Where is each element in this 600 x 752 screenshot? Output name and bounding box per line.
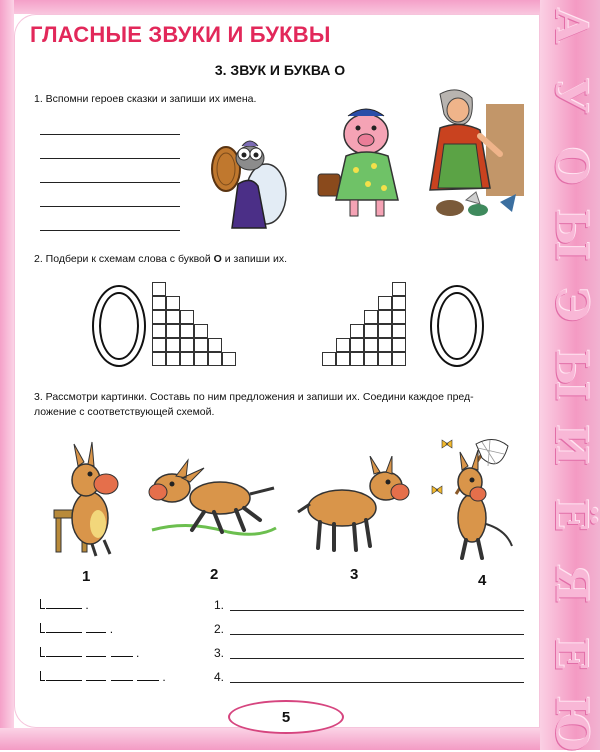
section-title: 3. ЗВУК И БУКВА О	[214, 62, 346, 78]
sidebar-letter: У	[545, 77, 596, 114]
sidebar-letter: А	[545, 8, 596, 44]
sentence-scheme-4[interactable]	[40, 670, 166, 684]
letter-cell[interactable]	[166, 296, 180, 310]
task-2-letter: О	[213, 253, 222, 265]
page-number	[228, 700, 344, 734]
answer-line-3[interactable]	[214, 646, 224, 660]
letter-cell[interactable]	[378, 310, 392, 324]
letter-cell[interactable]	[364, 324, 378, 338]
frame-top	[0, 0, 600, 14]
name-write-line[interactable]	[40, 206, 180, 207]
letter-cell[interactable]	[378, 352, 392, 366]
letter-cell[interactable]	[194, 338, 208, 352]
picture-number-4: 4	[478, 572, 487, 589]
letter-cell[interactable]	[180, 338, 194, 352]
letter-cell[interactable]	[392, 352, 406, 366]
task-3-line-2: ложение с соответствующей схемой.	[34, 406, 215, 418]
letter-cell[interactable]	[152, 324, 166, 338]
sentence-scheme-3[interactable]	[40, 646, 139, 660]
grandmother-illustration	[420, 84, 526, 224]
letter-cell[interactable]	[152, 296, 166, 310]
answer-line-2[interactable]	[214, 622, 224, 636]
letter-cell[interactable]	[180, 324, 194, 338]
letter-cell[interactable]	[222, 352, 236, 366]
scheme-period: .	[162, 670, 166, 684]
scheme-period: .	[85, 598, 89, 612]
vowel-oval-left	[92, 285, 146, 367]
letter-cell[interactable]	[392, 310, 406, 324]
task-3-line-1: 3. Рассмотри картинки. Составь по ним предложения и запиши их. Соедини каждое пред-	[34, 391, 474, 403]
answer-number: 4.	[214, 670, 225, 684]
answer-number: 3.	[214, 646, 225, 660]
donkey-with-net-illustration	[426, 434, 522, 562]
letter-cell[interactable]	[194, 324, 208, 338]
letter-cell[interactable]	[180, 310, 194, 324]
pig-illustration	[314, 100, 412, 222]
sidebar-letter: Ы	[545, 348, 596, 402]
letter-cell[interactable]	[152, 352, 166, 366]
sidebar-letter: Ё	[544, 497, 596, 532]
letter-cell[interactable]	[336, 338, 350, 352]
letter-cell[interactable]	[180, 352, 194, 366]
letter-cell[interactable]	[166, 338, 180, 352]
name-write-line[interactable]	[40, 158, 180, 159]
sentence-scheme-1[interactable]	[40, 598, 89, 612]
donkey-sitting-illustration	[48, 440, 128, 560]
answer-number: 2.	[214, 622, 225, 636]
answer-number: 1.	[214, 598, 225, 612]
picture-number-2: 2	[210, 566, 219, 583]
letter-cell[interactable]	[152, 310, 166, 324]
frame-left	[0, 0, 14, 750]
letter-cell[interactable]	[392, 324, 406, 338]
donkey-standing-illustration	[296, 456, 412, 554]
letter-cell[interactable]	[194, 352, 208, 366]
fly-illustration	[196, 124, 300, 232]
task-2-instruction	[34, 252, 287, 267]
name-write-line[interactable]	[40, 182, 180, 183]
letter-cell[interactable]	[152, 282, 166, 296]
task-3-instruction	[34, 390, 534, 420]
donkey-running-illustration	[148, 458, 280, 548]
sidebar-letter: Ы	[545, 208, 596, 262]
name-write-line[interactable]	[40, 230, 180, 231]
vowel-oval-right	[430, 285, 484, 367]
sidebar-letter: Э	[545, 287, 596, 323]
letter-cell[interactable]	[350, 324, 364, 338]
letter-cell[interactable]	[392, 282, 406, 296]
letter-cell[interactable]	[364, 352, 378, 366]
letter-cell[interactable]	[322, 352, 336, 366]
letter-cell[interactable]	[350, 352, 364, 366]
letter-cell[interactable]	[152, 338, 166, 352]
letter-cell[interactable]	[392, 296, 406, 310]
letter-cell[interactable]	[364, 310, 378, 324]
sidebar-letter: Я	[545, 564, 596, 604]
letter-cell[interactable]	[166, 352, 180, 366]
letter-cell[interactable]	[208, 338, 222, 352]
page-number-text: 5	[281, 708, 291, 726]
scheme-period: .	[136, 646, 140, 660]
letter-cell[interactable]	[364, 338, 378, 352]
sentence-scheme-2[interactable]	[40, 622, 113, 636]
letter-cell[interactable]	[166, 324, 180, 338]
sidebar-letter: Е	[544, 637, 596, 671]
answer-line-1[interactable]	[214, 598, 224, 612]
letter-cell[interactable]	[378, 338, 392, 352]
letter-cell[interactable]	[166, 310, 180, 324]
answer-line-4[interactable]	[214, 670, 224, 684]
sidebar-letter: Ю	[545, 695, 597, 752]
picture-number-1: 1	[82, 568, 91, 585]
letter-cell[interactable]	[392, 338, 406, 352]
task-2-text-end: и запиши их.	[221, 253, 287, 265]
page-title: ГЛАСНЫЕ ЗВУКИ И БУКВЫ	[30, 22, 331, 47]
task-2-text-start: 2. Подбери к схемам слова с буквой	[34, 253, 214, 265]
letter-cell[interactable]	[378, 296, 392, 310]
letter-cell[interactable]	[208, 352, 222, 366]
letter-cell[interactable]	[350, 338, 364, 352]
word-scheme-left[interactable]	[152, 282, 252, 366]
letter-cell[interactable]	[378, 324, 392, 338]
scheme-period: .	[109, 622, 114, 636]
picture-number-3: 3	[350, 566, 359, 583]
letter-cell[interactable]	[336, 352, 350, 366]
alphabet-letters	[544, 4, 597, 752]
task-1-instruction: 1. Вспомни героев сказки и запиши их имена.	[34, 93, 257, 105]
name-write-line[interactable]	[40, 134, 180, 135]
word-scheme-right[interactable]	[322, 282, 422, 366]
sidebar-letter: И	[544, 423, 596, 466]
sidebar-letter: О	[544, 146, 596, 185]
